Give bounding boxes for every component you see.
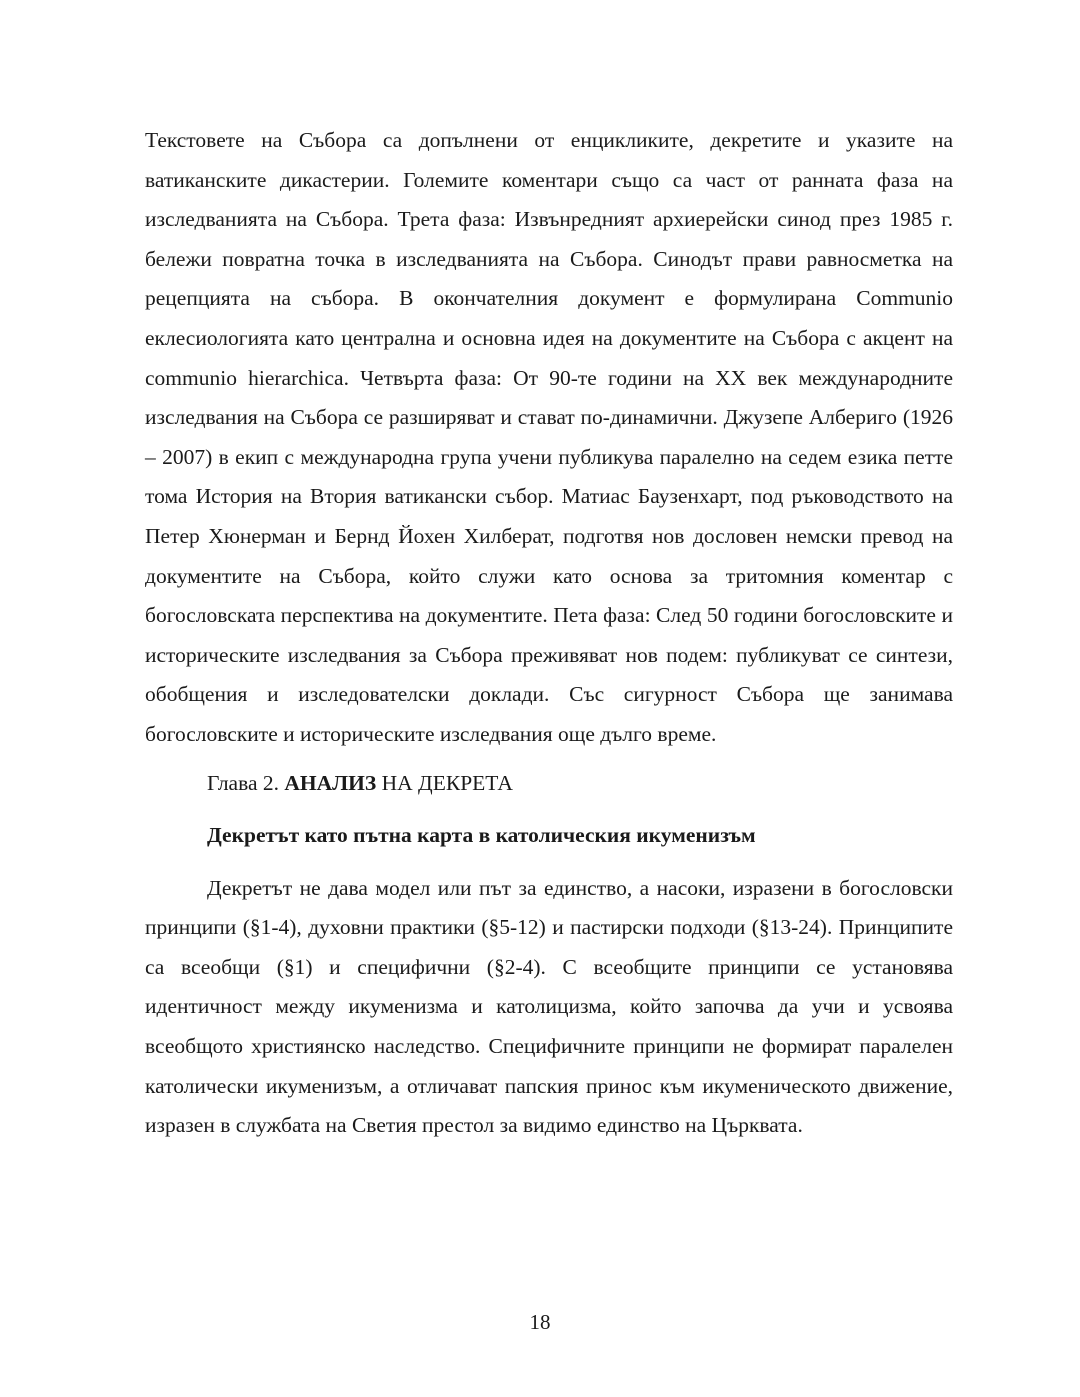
body-paragraph-2: Декретът не дава модел или път за единство, а насоки, изразени в богословски принципи (§1-4), духовни практики (§5-12) и пастирски подходи (§13-24). Принципите са всеобщи (§1) и специфични (§2-4). С всеобщите принципи се установява идентичност между икуменизма и католицизма, който започва да учи и усвоява всеобщото християнско наследство. Специфичните принципи не формират паралелен католически икуменизъм, а отличават папския принос към икуменическото движение, изразен в службата на Светия престол за видимо единство на Църквата. [145,875,953,1138]
chapter-suffix: НА ДЕКРЕТА [376,770,513,795]
chapter-bold-word: АНАЛИЗ [284,770,377,795]
chapter-prefix: Глава 2. [207,770,285,795]
page-number: 18 [529,1310,551,1334]
body-paragraph-1: Текстовете на Събора са допълнени от енцикликите, декретите и указите на ватиканските дикастерии. Големите коментари също са част от ранната фаза на изследванията на Събора. Трета фаза: Извънредният архиерейски синод през 1985 г. бележи повратна точка в изследванията на Събора. Синодът прави равносметка на рецепцията на събора. В окончателния документ е формулирана Communio еклесиологията като централна и основна идея на документите на Събора с акцент на communio hierarchica. Четвърта фаза: От 90-те години на XX век международните изследвания на Събора се разширяват и стават по-динамични. Джузепе Алберигo (1926 – 2007) в екип с международна група учени публикува паралелно на седем езика петте тома История на Втория ватикански събор. Матиас Баузенхарт, под ръководството на Петер Хюнерман и Бернд Йохен Хилберат, подготвя нов дословен немски превод на документите на Събора, който служи като основа за тритомния коментар с богословската перспектива на документите. Пета фаза: След 50 години богословските и историческите изследвания за Събора преживяват нов подем: публикуват се синтези, обобщения и изследователски доклади. Със сигурност Събора ще занимава богословските и историческите изследвания още дълго време. [145,128,953,746]
chapter-heading [145,764,953,804]
document-page [145,121,953,1146]
section-heading: Декретът като пътна карта в католическия икуменизъм [207,823,756,848]
